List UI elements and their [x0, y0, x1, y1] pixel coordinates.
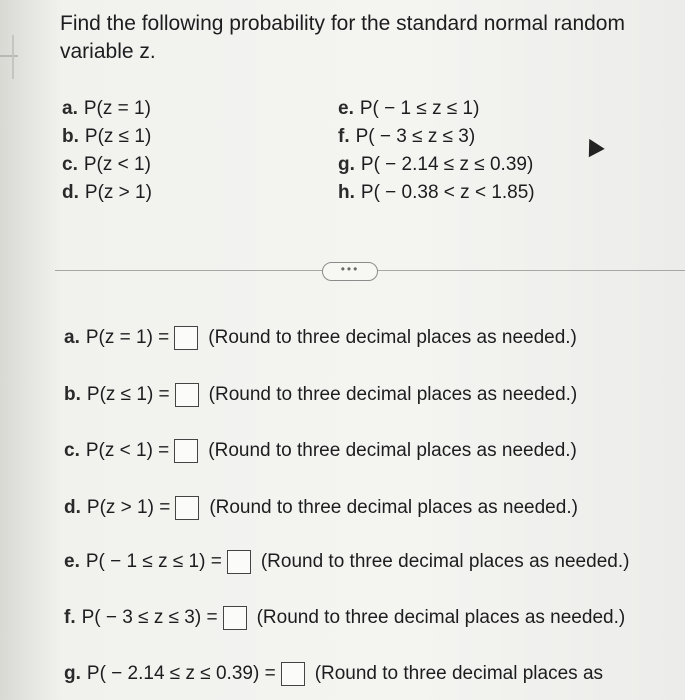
part-g: g. P( − 2.14 ≤ z ≤ 0.39): [338, 154, 534, 175]
answer-input-c[interactable]: [174, 439, 198, 463]
answer-input-b[interactable]: [175, 383, 199, 407]
answer-row-c: c. P(z < 1) = (Round to three decimal places as needed.): [64, 440, 577, 461]
part-f: f. P( − 3 ≤ z ≤ 3): [338, 126, 476, 147]
answer-input-f[interactable]: [223, 606, 247, 630]
question-text: Find the following probability for the standard normal random variable z.: [60, 12, 625, 63]
answer-input-d[interactable]: [175, 496, 199, 520]
parts-right-column: [338, 95, 535, 207]
answer-row-g: g. P( − 2.14 ≤ z ≤ 0.39) = (Round to three decimal places as: [64, 663, 604, 684]
part-h: h. P( − 0.38 < z < 1.85): [338, 182, 535, 203]
mouse-cursor-icon: [581, 135, 604, 158]
side-collapse-handle[interactable]: [0, 55, 18, 65]
part-b: b. P(z ≤ 1): [62, 126, 152, 147]
answer-input-a[interactable]: [174, 326, 198, 350]
answer-row-f: f. P( − 3 ≤ z ≤ 3) = (Round to three decimal places as needed.): [64, 607, 626, 628]
answer-row-b: b. P(z ≤ 1) = (Round to three decimal places as needed.): [64, 384, 578, 405]
answer-input-g[interactable]: [281, 662, 305, 686]
part-a: a. P(z = 1): [62, 98, 151, 119]
answer-input-e[interactable]: [227, 550, 251, 574]
answer-row-a: a. P(z = 1) = (Round to three decimal places as needed.): [64, 327, 577, 348]
part-c: c. P(z < 1): [62, 154, 151, 175]
expand-button[interactable]: •••: [322, 262, 378, 281]
part-e: e. P( − 1 ≤ z ≤ 1): [338, 98, 480, 119]
answer-row-d: d. P(z > 1) = (Round to three decimal places as needed.): [64, 497, 578, 518]
answer-row-e: e. P( − 1 ≤ z ≤ 1) = (Round to three decimal places as needed.): [64, 551, 630, 572]
parts-left-column: [62, 95, 152, 207]
part-d: d. P(z > 1): [62, 182, 152, 203]
